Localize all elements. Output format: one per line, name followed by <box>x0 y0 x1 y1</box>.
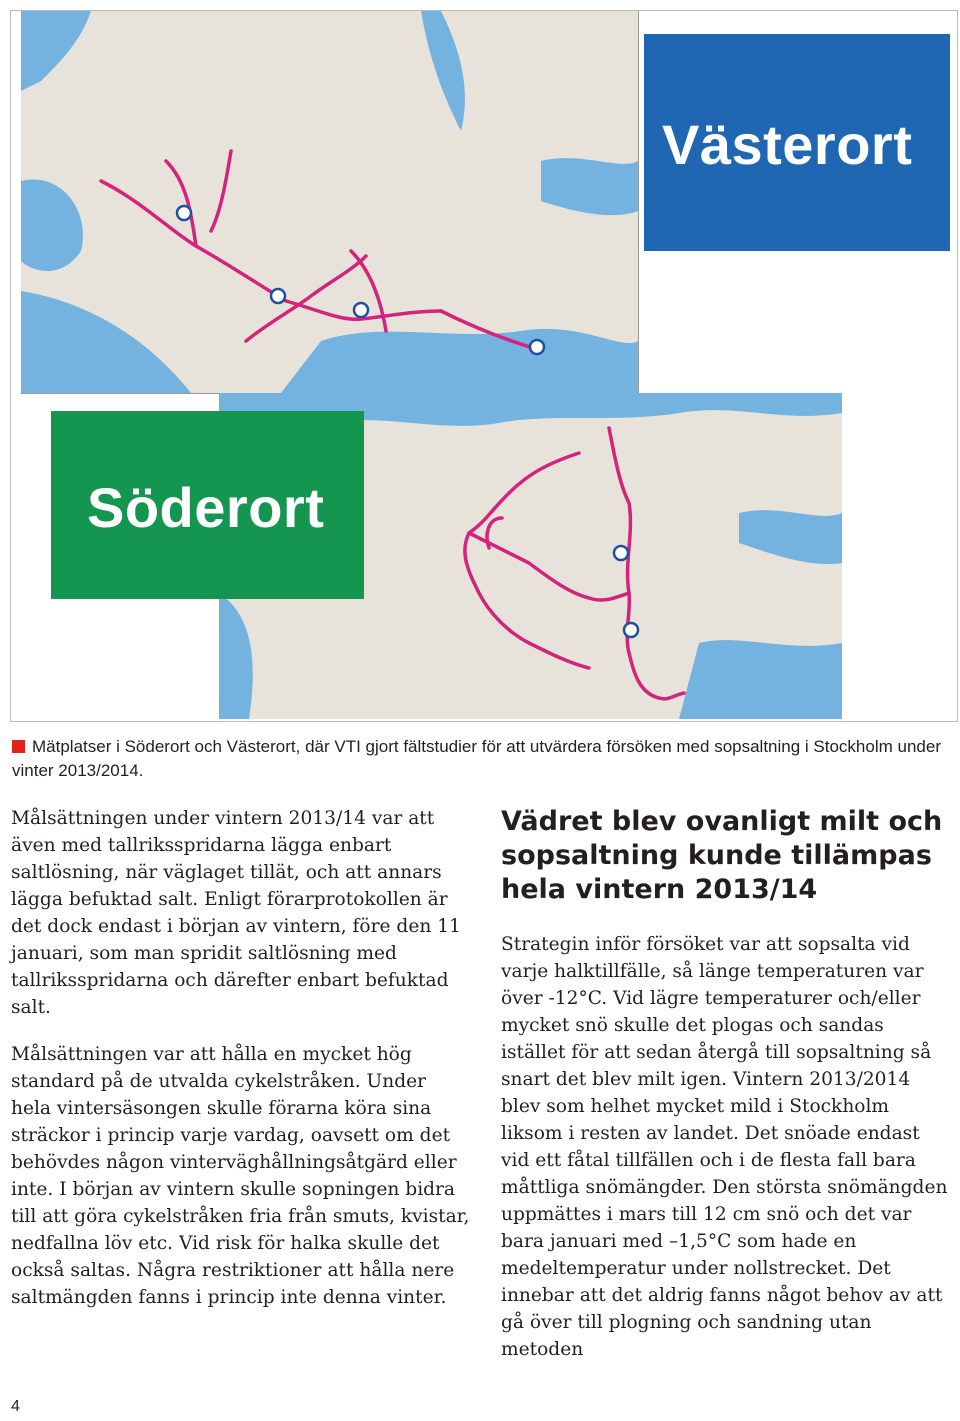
page-number: 4 <box>11 1398 20 1415</box>
vasterort-label-box <box>644 34 950 251</box>
figure-caption <box>12 735 957 783</box>
section-heading: Vädret blev ovanligt milt och sopsaltning kunde tillämpas hela vintern 2013/14 <box>501 806 943 905</box>
right-paragraph: Strategin inför försöket var att sopsalta vid varje halktillfälle, så länge temperaturen var över -12°C. Vid lägre temperaturer och/eller mycket snö skulle det plogas och sandas istället för att sedan återgå till sopsaltning så snart det blev milt igen. Vintern 2013/2014 blev som helhet mycket mild i Stockholm liksom i resten av landet. Det snöade endast vid ett fåtal tillfällen och i de flesta fall bara måttliga snömängder. Den största snömängden uppmättes i mars till 12 cm snö och det var bara januari med –1,5°C som hade en medeltemperatur under nollstrecket. Det innebar att det aldrig fanns något behov av att gå över till plogning och sandning utan metoden <box>501 934 948 1360</box>
measurement-point-marker <box>614 546 628 560</box>
vasterort-label: Västerort <box>662 113 913 176</box>
measurement-point-marker <box>354 303 368 317</box>
left-paragraph-1: Målsättningen under vintern 2013/14 var att även med tallriksspridarna lägga enbart saltlösning, när väglaget tillät, och att annars lägga befuktad salt. Enligt förarprotokollen är det dock endast i början av vintern, före den 11 januari, som man spridit saltlösning med tallriksspridarna och därefter enbart befuktad salt. <box>11 808 461 1018</box>
soderort-label-box <box>51 411 364 599</box>
soderort-label: Söderort <box>87 476 325 539</box>
left-column <box>11 805 471 1331</box>
measurement-point-marker <box>624 623 638 637</box>
vasterort-map <box>21 11 639 394</box>
measurement-point-marker <box>530 340 544 354</box>
measurement-point-marker <box>271 289 285 303</box>
right-column <box>501 805 951 1363</box>
measurement-point-marker <box>177 206 191 220</box>
left-paragraph-2: Målsättningen var att hålla en mycket hög standard på de utvalda cykelstråken. Under hela vintersäsongen skulle förarna köra sina sträckor i princip varje vardag, oavsett om det behövdes någon vinterväghållningsåtgärd eller inte. I början av vintern skulle sopningen bidra till att göra cykelstråken fria från smuts, kvistar, nedfallna löv etc. Vid risk för halka skulle det också saltas. Några restriktioner att hålla nere saltmängden fanns i princip inte denna vinter. <box>11 1044 470 1308</box>
map-figure <box>10 10 958 722</box>
caption-text: Mätplatser i Söderort och Västerort, där VTI gjort fältstudier för att utvärdera försöken med sopsaltning i Stockholm under vinter 2013/2014. <box>12 737 941 780</box>
vasterort-map-graphic <box>21 11 638 393</box>
caption-square-icon <box>12 740 25 753</box>
